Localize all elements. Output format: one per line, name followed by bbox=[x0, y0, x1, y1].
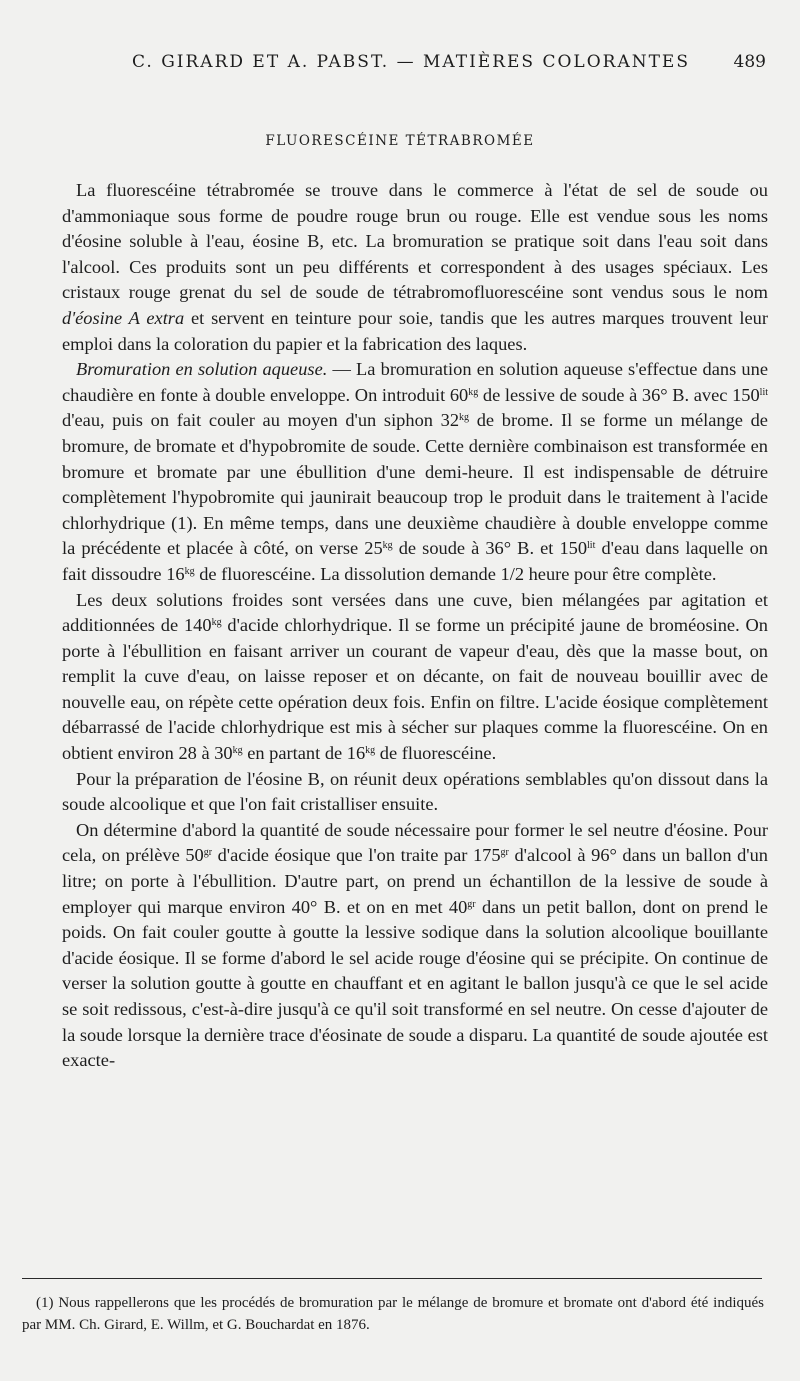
unit-kg: kg bbox=[211, 617, 222, 629]
section-title: FLUORESCÉINE TÉTRABROMÉE bbox=[265, 133, 535, 149]
p2-text-c: d'eau, puis on fait couler au moyen d'un siphon 32 bbox=[62, 410, 460, 431]
unit-lit: lit bbox=[587, 540, 596, 552]
unit-gr: gr bbox=[203, 847, 213, 859]
p5-text-b: d'acide éosique que l'on traite par 175 bbox=[217, 845, 501, 866]
p1-end: et servent en teinture pour soie, tandis que les autres marques trouvent leur emploi dans la coloration du papier et la fabrication des laques. bbox=[62, 307, 768, 354]
unit-kg: kg bbox=[468, 386, 479, 398]
p2-text-a: — La bromuration en solution aqueuse s'effectue dans une chaudière en fonte à double enveloppe. On introduit 60 bbox=[62, 359, 768, 405]
p3-text-c: en partant de 16 bbox=[247, 743, 366, 764]
unit-kg: kg bbox=[184, 565, 195, 577]
footnote-text: (1) Nous rappellerons que les procédés de bromuration par le mélange de bromure et bromate ont d'abord été indiqués par MM. Ch. Girard, E. Willm, et G. Bouchardat en 1876. bbox=[22, 1295, 764, 1333]
paragraph-4: Pour la préparation de l'éosine B, on réunit deux opérations semblables qu'on dissout dans la soude alcoolique et que l'on fait cristalliser ensuite. bbox=[62, 768, 768, 815]
body-text bbox=[62, 178, 768, 1074]
p2-text-f: d'eau dans laquelle on fait dissoudre 16 bbox=[62, 538, 768, 584]
unit-gr: gr bbox=[467, 898, 476, 910]
unit-kg: kg bbox=[365, 745, 376, 757]
p3-text-b: d'acide chlorhydrique. Il se forme un précipité jaune de broméosine. On porte à l'ébullition en faisant arriver un courant de vapeur d'eau, dès que la masse bout, on remplit la cuve d'eau, on laisse reposer et on décante, on fait de nouveau bouillir avec de nouvelle eau, on répète cette opération deux fois. Enfin on filtre. L'acide éosique complètement débarrassé de l'acide chlorhydrique est mis à sécher sur plaques comme la fluorescéine. On en obtient environ 28 à 30 bbox=[62, 615, 768, 764]
unit-kg: kg bbox=[382, 540, 393, 552]
paragraph-3 bbox=[62, 588, 768, 767]
p1-text: La fluorescéine tétrabromée se trouve dans le commerce à l'état de sel de soude ou d'ammoniaque sous forme de poudre rouge brun ou rouge. Elle est vendue sous les noms d'éosine soluble à l'eau, éosine B, etc. La bromuration se pratique soit dans l'eau soit dans l'alcool. Ces produits sont un peu différents et correspondent à des usages spéciaux. Les cristaux rouge grenat du sel de soude de tétrabromofluorescéine sont vendus sous le nom bbox=[62, 180, 768, 303]
running-head bbox=[132, 52, 770, 74]
p1-italic-term: d'éosine A extra bbox=[62, 307, 185, 328]
footnote bbox=[22, 1292, 764, 1336]
unit-kg: kg bbox=[459, 412, 470, 424]
footnote-divider bbox=[22, 1278, 762, 1279]
p2-text-g: de fluorescéine. La dissolution demande 1/2 heure pour être complète. bbox=[199, 563, 717, 584]
p3-text-d: de fluorescéine. bbox=[379, 743, 497, 764]
p2-text-e: de soude à 36° B. et 150 bbox=[398, 538, 588, 559]
unit-kg: kg bbox=[232, 745, 243, 757]
paragraph-1 bbox=[62, 178, 768, 357]
p2-subheading: Bromuration en solution aqueuse. bbox=[76, 359, 328, 380]
unit-gr: gr bbox=[500, 847, 509, 859]
p5-text-d: dans un petit ballon, dont on prend le poids. On fait couler goutte à goutte la lessive sodique dans la solution alcoolique bouillante d'acide éosique. Il se forme d'abord le sel acide rouge d'éosine qui se précipite. On continue de verser la solution goutte à goutte en chauffant et en agitant le ballon jusqu'à ce que le sel acide se soit redissous, c'est-à-dire jusqu'à ce qu'il soit transformé en sel neutre. On cesse d'ajouter de la soude lorsque la dernière trace d'éosinate de soude a disparu. La quantité de soude ajoutée est exacte- bbox=[62, 896, 768, 1071]
p5-text-a: On détermine d'abord la quantité de soude nécessaire pour former le sel neutre d'éosine. Pour cela, on prélève 50 bbox=[62, 819, 768, 866]
p2-text-d: de brome. Il se forme un mélange de bromure, de bromate et d'hypobromite de soude. Cette dernière combinaison est transformée en bromure et bromate par une ébullition d'une demi-heure. Il est indispensable de détruire complètement l'hypobromite qui jaunirait beaucoup trop le produit dans le traitement à l'acide chlorhydrique (1). En même temps, dans une deuxième chaudière à double enveloppe comme la précédente et placée à côté, on verse 25 bbox=[62, 410, 768, 559]
p3-text-a: Les deux solutions froides sont versées dans une cuve, bien mélangées par agitation et additionnées de 140 bbox=[62, 589, 768, 636]
paragraph-2 bbox=[62, 357, 768, 587]
p5-text-c: d'alcool à 96° dans un ballon d'un litre; on porte à l'ébullition. D'autre part, on prend un échantillon de la lessive de soude à employer qui marque environ 40° B. et on en met 40 bbox=[62, 845, 768, 917]
unit-lit: lit bbox=[759, 386, 769, 398]
p2-text-b: de lessive de soude à 36° B. avec 150 bbox=[482, 384, 760, 405]
paragraph-5 bbox=[62, 818, 768, 1074]
page-number: 489 bbox=[733, 52, 766, 72]
running-title: C. GIRARD ET A. PABST. — MATIÈRES COLORANTES bbox=[132, 52, 690, 72]
